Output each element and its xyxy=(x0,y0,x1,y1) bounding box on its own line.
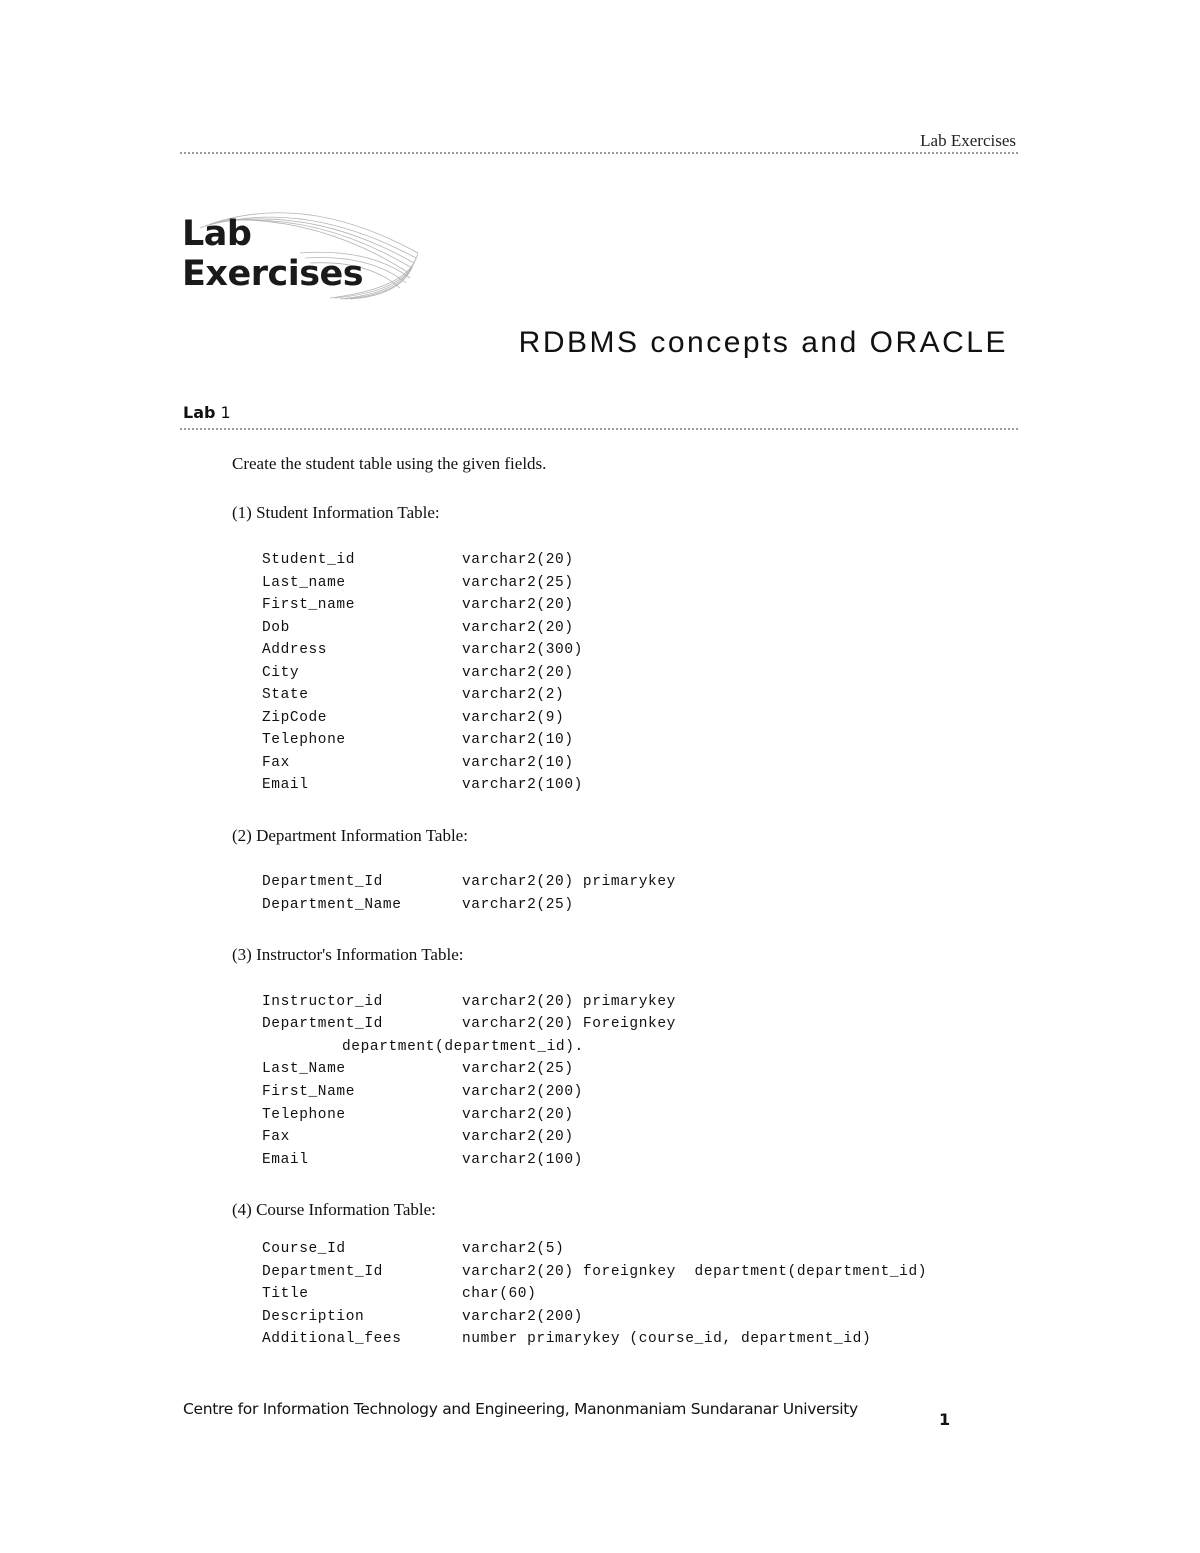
field-name: Department_Id xyxy=(262,1264,383,1280)
field-type: varchar2(9) xyxy=(462,710,565,726)
field-type: varchar2(25) xyxy=(462,1061,574,1077)
field-type: varchar2(200) xyxy=(462,1309,583,1325)
field-name: Telephone xyxy=(262,732,346,748)
field-type: varchar2(20) xyxy=(462,620,574,636)
section-heading: (1) Student Information Table: xyxy=(232,503,440,522)
field-name: Fax xyxy=(262,755,290,771)
field-name: Dob xyxy=(262,620,290,636)
field-name: Course_Id xyxy=(262,1241,346,1257)
field-name: Department_Name xyxy=(262,897,402,913)
field-name: Title xyxy=(262,1286,309,1302)
field-name: Student_id xyxy=(262,552,356,568)
lab-heading xyxy=(183,403,231,422)
running-header: Lab Exercises xyxy=(920,131,1016,150)
field-type: varchar2(20) xyxy=(462,665,574,681)
intro-text: Create the student table using the given fields. xyxy=(232,454,547,473)
field-continuation: department(department_id). xyxy=(342,1039,584,1055)
logo-text: Lab Exercises xyxy=(182,214,364,294)
lab-exercises-logo xyxy=(180,198,430,308)
lab-label: Lab xyxy=(183,403,216,422)
field-name: City xyxy=(262,665,300,681)
field-name: Department_Id xyxy=(262,874,383,890)
field-name: Additional_fees xyxy=(262,1331,402,1347)
field-name: First_Name xyxy=(262,1084,356,1100)
document-title: RDBMS concepts and ORACLE xyxy=(518,326,1008,359)
field-name: Fax xyxy=(262,1129,290,1145)
field-type: varchar2(20) xyxy=(462,597,574,613)
field-type: number primarykey (course_id, department_id) xyxy=(462,1331,872,1347)
section-heading: (2) Department Information Table: xyxy=(232,826,468,845)
field-type: varchar2(25) xyxy=(462,897,574,913)
field-type: varchar2(20) primarykey xyxy=(462,994,676,1010)
field-name: First_name xyxy=(262,597,356,613)
field-type: varchar2(200) xyxy=(462,1084,583,1100)
field-type: char(60) xyxy=(462,1286,537,1302)
field-type: varchar2(5) xyxy=(462,1241,565,1257)
field-name: State xyxy=(262,687,309,703)
field-type: varchar2(20) xyxy=(462,1129,574,1145)
section-heading: (4) Course Information Table: xyxy=(232,1200,436,1219)
field-name: Last_Name xyxy=(262,1061,346,1077)
lab-divider xyxy=(180,428,1018,430)
field-type: varchar2(20) xyxy=(462,1107,574,1123)
field-type: varchar2(10) xyxy=(462,732,574,748)
field-name: Address xyxy=(262,642,328,658)
field-name: Email xyxy=(262,777,309,793)
field-type: varchar2(20) primarykey xyxy=(462,874,676,890)
header-divider xyxy=(180,152,1018,154)
field-type: varchar2(100) xyxy=(462,777,583,793)
page-footer: Centre for Information Technology and Engineering, Manonmaniam Sundaranar University xyxy=(183,1400,858,1418)
page-number: 1 xyxy=(939,1410,951,1429)
field-type: varchar2(300) xyxy=(462,642,583,658)
field-type: varchar2(25) xyxy=(462,575,574,591)
section-heading: (3) Instructor's Information Table: xyxy=(232,945,464,964)
field-type: varchar2(10) xyxy=(462,755,574,771)
field-name: Department_Id xyxy=(262,1016,383,1032)
field-name: Email xyxy=(262,1152,309,1168)
lab-number: 1 xyxy=(220,403,231,422)
field-type: varchar2(2) xyxy=(462,687,565,703)
field-name: Last_name xyxy=(262,575,346,591)
field-name: ZipCode xyxy=(262,710,328,726)
field-type: varchar2(20) Foreignkey xyxy=(462,1016,676,1032)
field-type: varchar2(20) foreignkey department(department_id) xyxy=(462,1264,928,1280)
field-name: Description xyxy=(262,1309,365,1325)
field-type: varchar2(100) xyxy=(462,1152,583,1168)
field-type: varchar2(20) xyxy=(462,552,574,568)
field-name: Telephone xyxy=(262,1107,346,1123)
field-name: Instructor_id xyxy=(262,994,383,1010)
